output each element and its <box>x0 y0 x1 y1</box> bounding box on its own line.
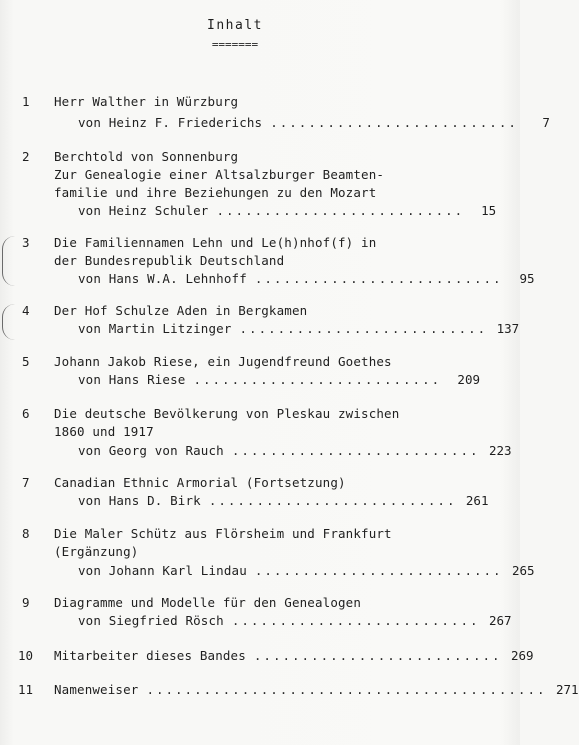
entry-title-line: Die deutsche Bevölkerung von Pleskau zwischen <box>54 406 400 421</box>
dot-leader: .......................... <box>231 443 480 458</box>
entry-author: von Hans D. Birk <box>78 493 201 508</box>
entry-author-row <box>54 681 579 699</box>
entry-author-row <box>78 114 550 132</box>
entry-author-row <box>78 492 489 510</box>
entry-page-number: 95 <box>519 271 535 286</box>
dot-leader: .......................... <box>253 648 502 663</box>
entry-page-number: 267 <box>488 613 512 628</box>
entry-title-line: (Ergänzung) <box>54 544 139 559</box>
entry-author: von Georg von Rauch <box>78 443 224 458</box>
entry-number: 4 <box>22 303 30 318</box>
entry-title-line: Herr Walther in Würzburg <box>54 94 239 109</box>
dot-leader: .......................... <box>216 203 465 218</box>
entry-author: von Heinz Schuler <box>78 203 209 218</box>
entry-page-number: 261 <box>465 493 489 508</box>
entry-page-number: 7 <box>542 115 550 130</box>
dot-leader: .......................... <box>254 271 503 286</box>
entry-number: 2 <box>22 149 30 164</box>
entry-author-row <box>78 202 497 220</box>
entry-page-number: 137 <box>496 321 520 336</box>
entry-page-number: 271 <box>555 682 579 697</box>
margin-pencil-bracket <box>2 304 15 340</box>
entry-author: von Heinz F. Friederichs <box>78 115 263 130</box>
entry-author-row <box>78 270 535 288</box>
entry-author-row <box>78 442 512 460</box>
entry-title-line: Der Hof Schulze Aden in Bergkamen <box>54 303 308 318</box>
entry-number: 10 <box>18 648 34 663</box>
entry-number: 6 <box>22 406 30 421</box>
dot-leader: .......................................... <box>146 682 547 697</box>
entry-page-number: 209 <box>457 372 480 387</box>
entry-author: von Johann Karl Lindau <box>78 563 247 578</box>
entry-number: 11 <box>18 682 34 697</box>
entry-title-line: Berchtold von Sonnenburg <box>54 149 239 164</box>
entry-number: 8 <box>22 526 30 541</box>
entry-title-line: Diagramme und Modelle für den Genealogen <box>54 595 362 610</box>
entry-title: Namenweiser <box>54 682 139 697</box>
entry-author: von Hans W.A. Lehnhoff <box>78 271 247 286</box>
entry-title-line: Die Familiennamen Lehn und Le(h)nhof(f) in <box>54 235 377 250</box>
entry-author-row <box>78 612 512 630</box>
entry-title-line: Johann Jakob Riese, ein Jugendfreund Goethes <box>54 354 392 369</box>
dot-leader: .......................... <box>239 321 488 336</box>
entry-page-number: 15 <box>481 203 497 218</box>
entry-page-number: 223 <box>488 443 512 458</box>
entry-author: von Siegfried Rösch <box>78 613 224 628</box>
entry-author: von Hans Riese <box>78 372 186 387</box>
entry-title-line: Zur Genealogie einer Altsalzburger Beamten- <box>54 167 385 182</box>
title-underline: ======= <box>211 38 259 51</box>
entry-page-number: 265 <box>511 563 535 578</box>
entry-author: von Martin Litzinger <box>78 321 232 336</box>
page-title: Inhalt <box>207 18 263 33</box>
entry-number: 9 <box>22 595 30 610</box>
entry-title-line: der Bundesrepublik Deutschland <box>54 253 285 268</box>
dot-leader: .......................... <box>231 613 480 628</box>
dot-leader: .......................... <box>254 563 503 578</box>
entry-author-row <box>78 562 535 580</box>
entry-number: 5 <box>22 354 30 369</box>
entry-title-line: 1860 und 1917 <box>54 424 154 439</box>
entry-number: 7 <box>22 475 30 490</box>
dot-leader: .......................... <box>270 115 518 130</box>
entry-number: 3 <box>22 235 30 250</box>
entry-title-line: Canadian Ethnic Armorial (Fortsetzung) <box>54 475 346 490</box>
entry-number: 1 <box>22 94 30 109</box>
dot-leader: .......................... <box>208 493 457 508</box>
entry-author-row <box>54 647 534 665</box>
margin-pencil-bracket <box>2 236 15 286</box>
entry-title-line: Die Maler Schütz aus Flörsheim und Frankfurt <box>54 526 392 541</box>
entry-page-number: 269 <box>511 648 534 663</box>
dot-leader: .......................... <box>193 372 442 387</box>
entry-title: Mitarbeiter dieses Bandes <box>54 648 246 663</box>
entry-author-row <box>78 371 480 389</box>
entry-author-row <box>78 320 520 338</box>
entry-title-line: familie und ihre Beziehungen zu den Mozart <box>54 185 377 200</box>
